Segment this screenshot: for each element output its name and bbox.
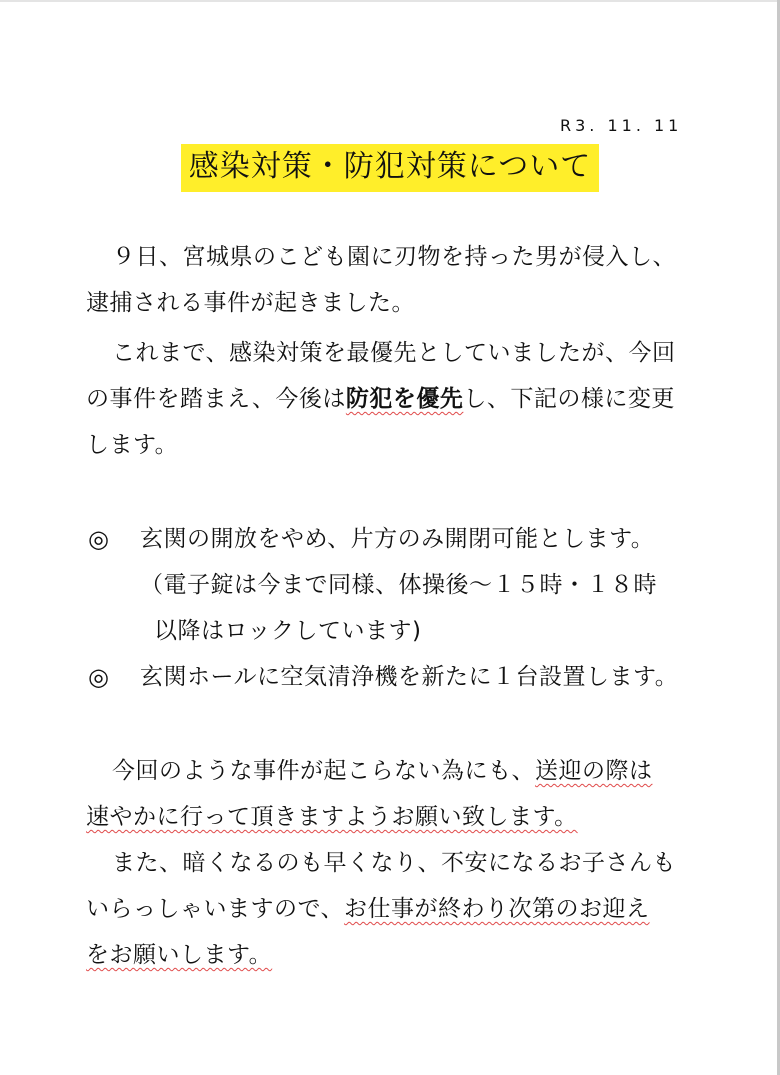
emphasis-request: をお願いします。 xyxy=(86,942,273,968)
title-block xyxy=(0,144,780,192)
para1-line1: ９日、宮城県のこども園に刃物を持った男が侵入し、 xyxy=(112,244,676,270)
bullet-icon: ◎ xyxy=(88,525,109,553)
para3-line1 xyxy=(112,756,653,786)
emphasis-pickup-after-work: お仕事が終わり次第のお迎え xyxy=(344,896,650,922)
notice-title: 感染対策・防犯対策について xyxy=(181,144,599,192)
para2-line1: これまで、感染対策を最優先としていましたが、今回 xyxy=(112,340,676,366)
para4-line3 xyxy=(86,940,272,970)
para2-line3: します。 xyxy=(86,432,179,458)
para2-line2 xyxy=(86,384,675,414)
para3-line2 xyxy=(86,802,578,832)
para2-line2-pre: の事件を踏まえ、今後は xyxy=(86,386,346,412)
para4-line1: また、暗くなるのも早くなり、不安になるお子さんも xyxy=(112,850,676,876)
item2-line1: 玄関ホールに空気清浄機を新たに１台設置します。 xyxy=(140,664,679,690)
bullet-icon: ◎ xyxy=(88,663,109,691)
para4-line2 xyxy=(86,894,650,924)
scan-edge-top xyxy=(0,0,780,2)
emphasis-pickup: 送迎の際は xyxy=(535,758,653,784)
emphasis-promptly: 速やかに行って頂きますようお願い致します。 xyxy=(86,804,578,830)
item1-line1: 玄関の開放をやめ、片方のみ開閉可能とします。 xyxy=(140,526,655,552)
para3-line1-pre: 今回のような事件が起こらない為にも、 xyxy=(112,758,535,784)
item1-line3: 以降はロックしています) xyxy=(154,618,422,644)
para1-line2: 逮捕される事件が起きました。 xyxy=(86,290,415,316)
item1-line2: （電子錠は今まで同様、体操後～１５時・１８時 xyxy=(140,572,657,598)
para4-line2-pre: いらっしゃいますので、 xyxy=(86,896,345,922)
para2-line2-post: し、下記の様に変更 xyxy=(463,386,675,412)
notice-date: R3. 11. 11 xyxy=(560,116,683,135)
emphasis-security-first: 防犯を優先 xyxy=(345,386,464,412)
